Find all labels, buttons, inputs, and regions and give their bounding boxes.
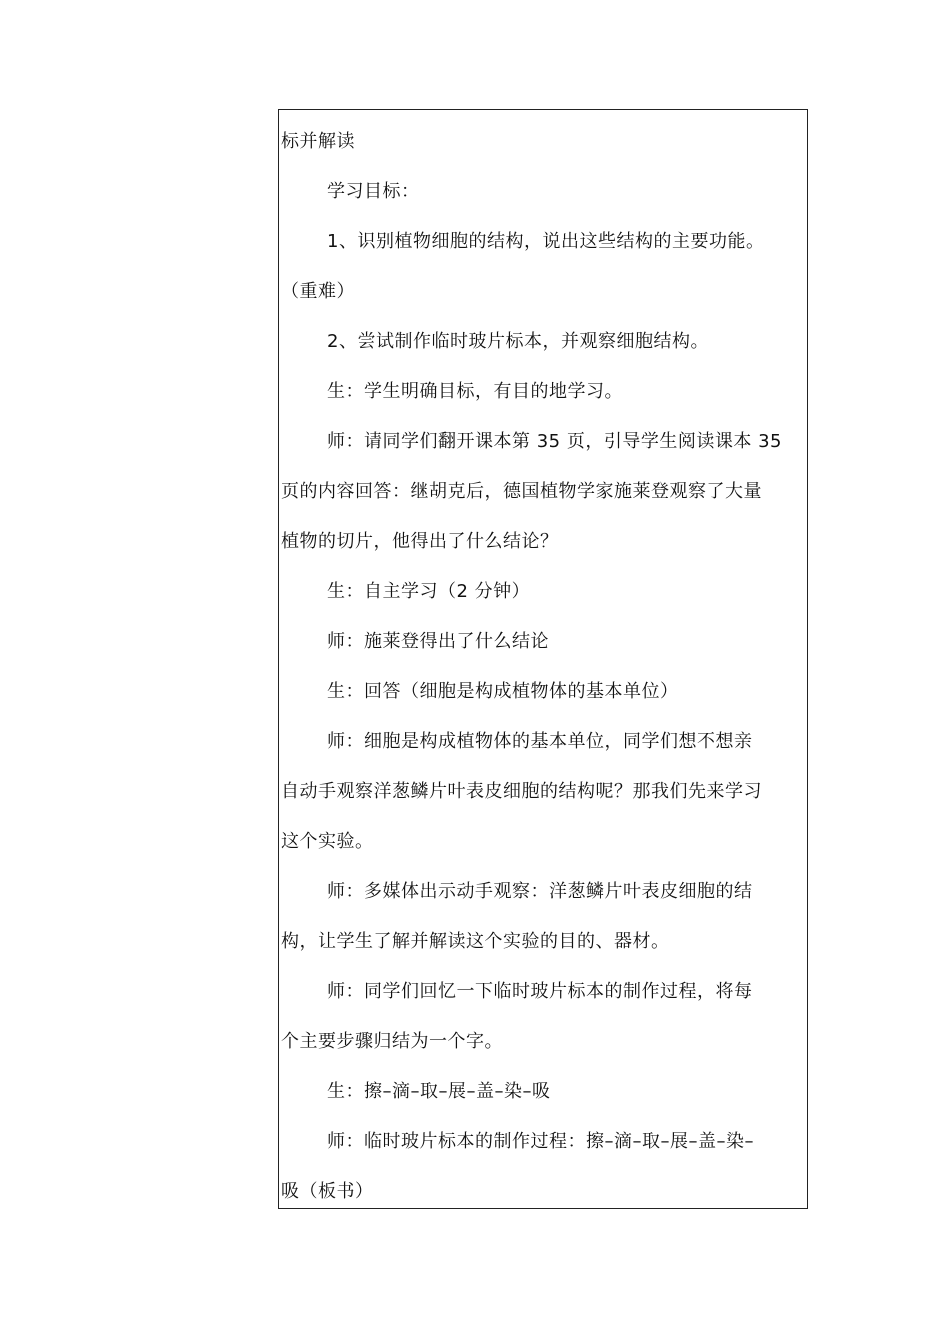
text-line: 构，让学生了解并解读这个实验的目的、器材。	[281, 931, 670, 952]
text-line: 个主要步骤归结为一个字。	[281, 1031, 503, 1052]
text-line: 师：施莱登得出了什么结论	[327, 631, 549, 652]
text-line: （重难）	[281, 281, 355, 302]
text-line: 师：多媒体出示动手观察：洋葱鳞片叶表皮细胞的结	[327, 881, 753, 902]
text-line: 自动手观察洋葱鳞片叶表皮细胞的结构呢？那我们先来学习	[281, 781, 762, 802]
text-line: 1、识别植物细胞的结构，说出这些结构的主要功能。	[327, 231, 765, 252]
text-line: 植物的切片，他得出了什么结论？	[281, 531, 559, 552]
text-line: 这个实验。	[281, 831, 374, 852]
text-line: 2、尝试制作临时玻片标本，并观察细胞结构。	[327, 331, 709, 352]
lesson-table-cell	[278, 109, 808, 1209]
text-line: 生：擦–滴–取–展–盖–染–吸	[327, 1081, 551, 1102]
text-line: 师：细胞是构成植物体的基本单位，同学们想不想亲	[327, 731, 753, 752]
text-line: 标并解读	[281, 131, 355, 152]
text-line: 师：临时玻片标本的制作过程：擦–滴–取–展–盖–染–	[327, 1131, 754, 1152]
text-line: 生：学生明确目标，有目的地学习。	[327, 381, 623, 402]
text-line: 师：同学们回忆一下临时玻片标本的制作过程，将每	[327, 981, 753, 1002]
text-line: 师：请同学们翻开课本第 35 页，引导学生阅读课本 35	[327, 431, 782, 452]
text-line: 吸（板书）	[281, 1181, 374, 1202]
text-line: 生：回答（细胞是构成植物体的基本单位）	[327, 681, 679, 702]
text-line: 生：自主学习（2 分钟）	[327, 581, 531, 602]
text-line: 页的内容回答：继胡克后，德国植物学家施莱登观察了大量	[281, 481, 762, 502]
text-line: 学习目标：	[327, 181, 420, 202]
